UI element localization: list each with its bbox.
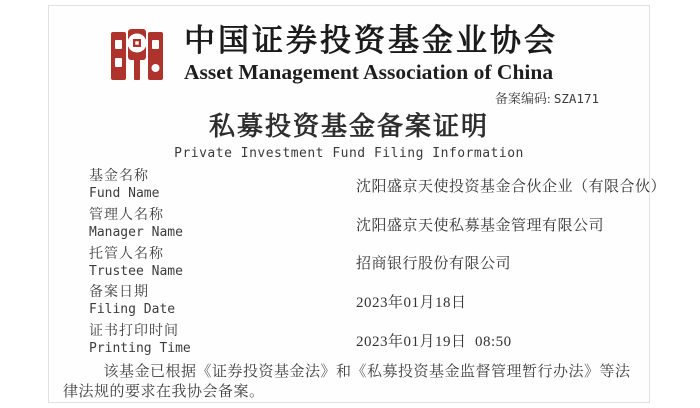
org-names bbox=[184, 23, 558, 85]
field-row-filing-date bbox=[89, 282, 641, 321]
field-label-cn: 托管人名称 bbox=[89, 246, 164, 262]
field-value-printing-time: 2023年01月19日 08:50 bbox=[356, 333, 512, 350]
field-row-trustee-name bbox=[89, 243, 641, 282]
filing-code-label: 备案编码: bbox=[494, 91, 554, 106]
field-label-en: Manager Name bbox=[89, 225, 183, 241]
field-label-cn: 证书打印时间 bbox=[89, 324, 179, 340]
field-row-printing-time bbox=[89, 321, 641, 360]
org-name-english: Asset Management Association of China bbox=[184, 60, 554, 84]
filing-code bbox=[495, 88, 599, 107]
field-label-en: Printing Time bbox=[89, 341, 191, 357]
field-value-fund-name: 沈阳盛京天使投资基金合伙企业（有限合伙） bbox=[356, 178, 667, 195]
field-label-en: Fund Name bbox=[89, 186, 160, 202]
amac-seal-logo-icon bbox=[106, 27, 168, 85]
certificate-title-chinese: 私募投资基金备案证明 bbox=[208, 112, 489, 141]
field-label-cn: 基金名称 bbox=[89, 169, 149, 185]
field-label-cn: 备案日期 bbox=[89, 285, 149, 301]
field-value-trustee-name: 招商银行股份有限公司 bbox=[356, 256, 512, 273]
field-list bbox=[89, 166, 667, 359]
org-name-chinese: 中国证券投资基金业协会 bbox=[184, 23, 558, 58]
filing-code-value: SZA171 bbox=[553, 91, 599, 106]
field-row-fund-name bbox=[89, 166, 667, 205]
certificate-document bbox=[48, 5, 667, 403]
field-label-cn: 管理人名称 bbox=[89, 208, 164, 224]
org-header bbox=[106, 23, 558, 85]
legal-statement: 该基金已根据《证券投资基金法》和《私募投资基金监督管理暂行办法》等法律法规的要求在我协会备案。 bbox=[63, 364, 631, 400]
field-value-filing-date: 2023年01月18日 bbox=[356, 294, 467, 311]
field-label-en: Trustee Name bbox=[89, 263, 183, 279]
certificate-title-english: Private Investment Fund Filing Information bbox=[174, 146, 524, 161]
field-value-manager-name: 沈阳盛京天使私募基金管理有限公司 bbox=[356, 217, 605, 234]
field-row-manager-name bbox=[89, 205, 641, 244]
field-label-en: Filing Date bbox=[89, 302, 176, 318]
